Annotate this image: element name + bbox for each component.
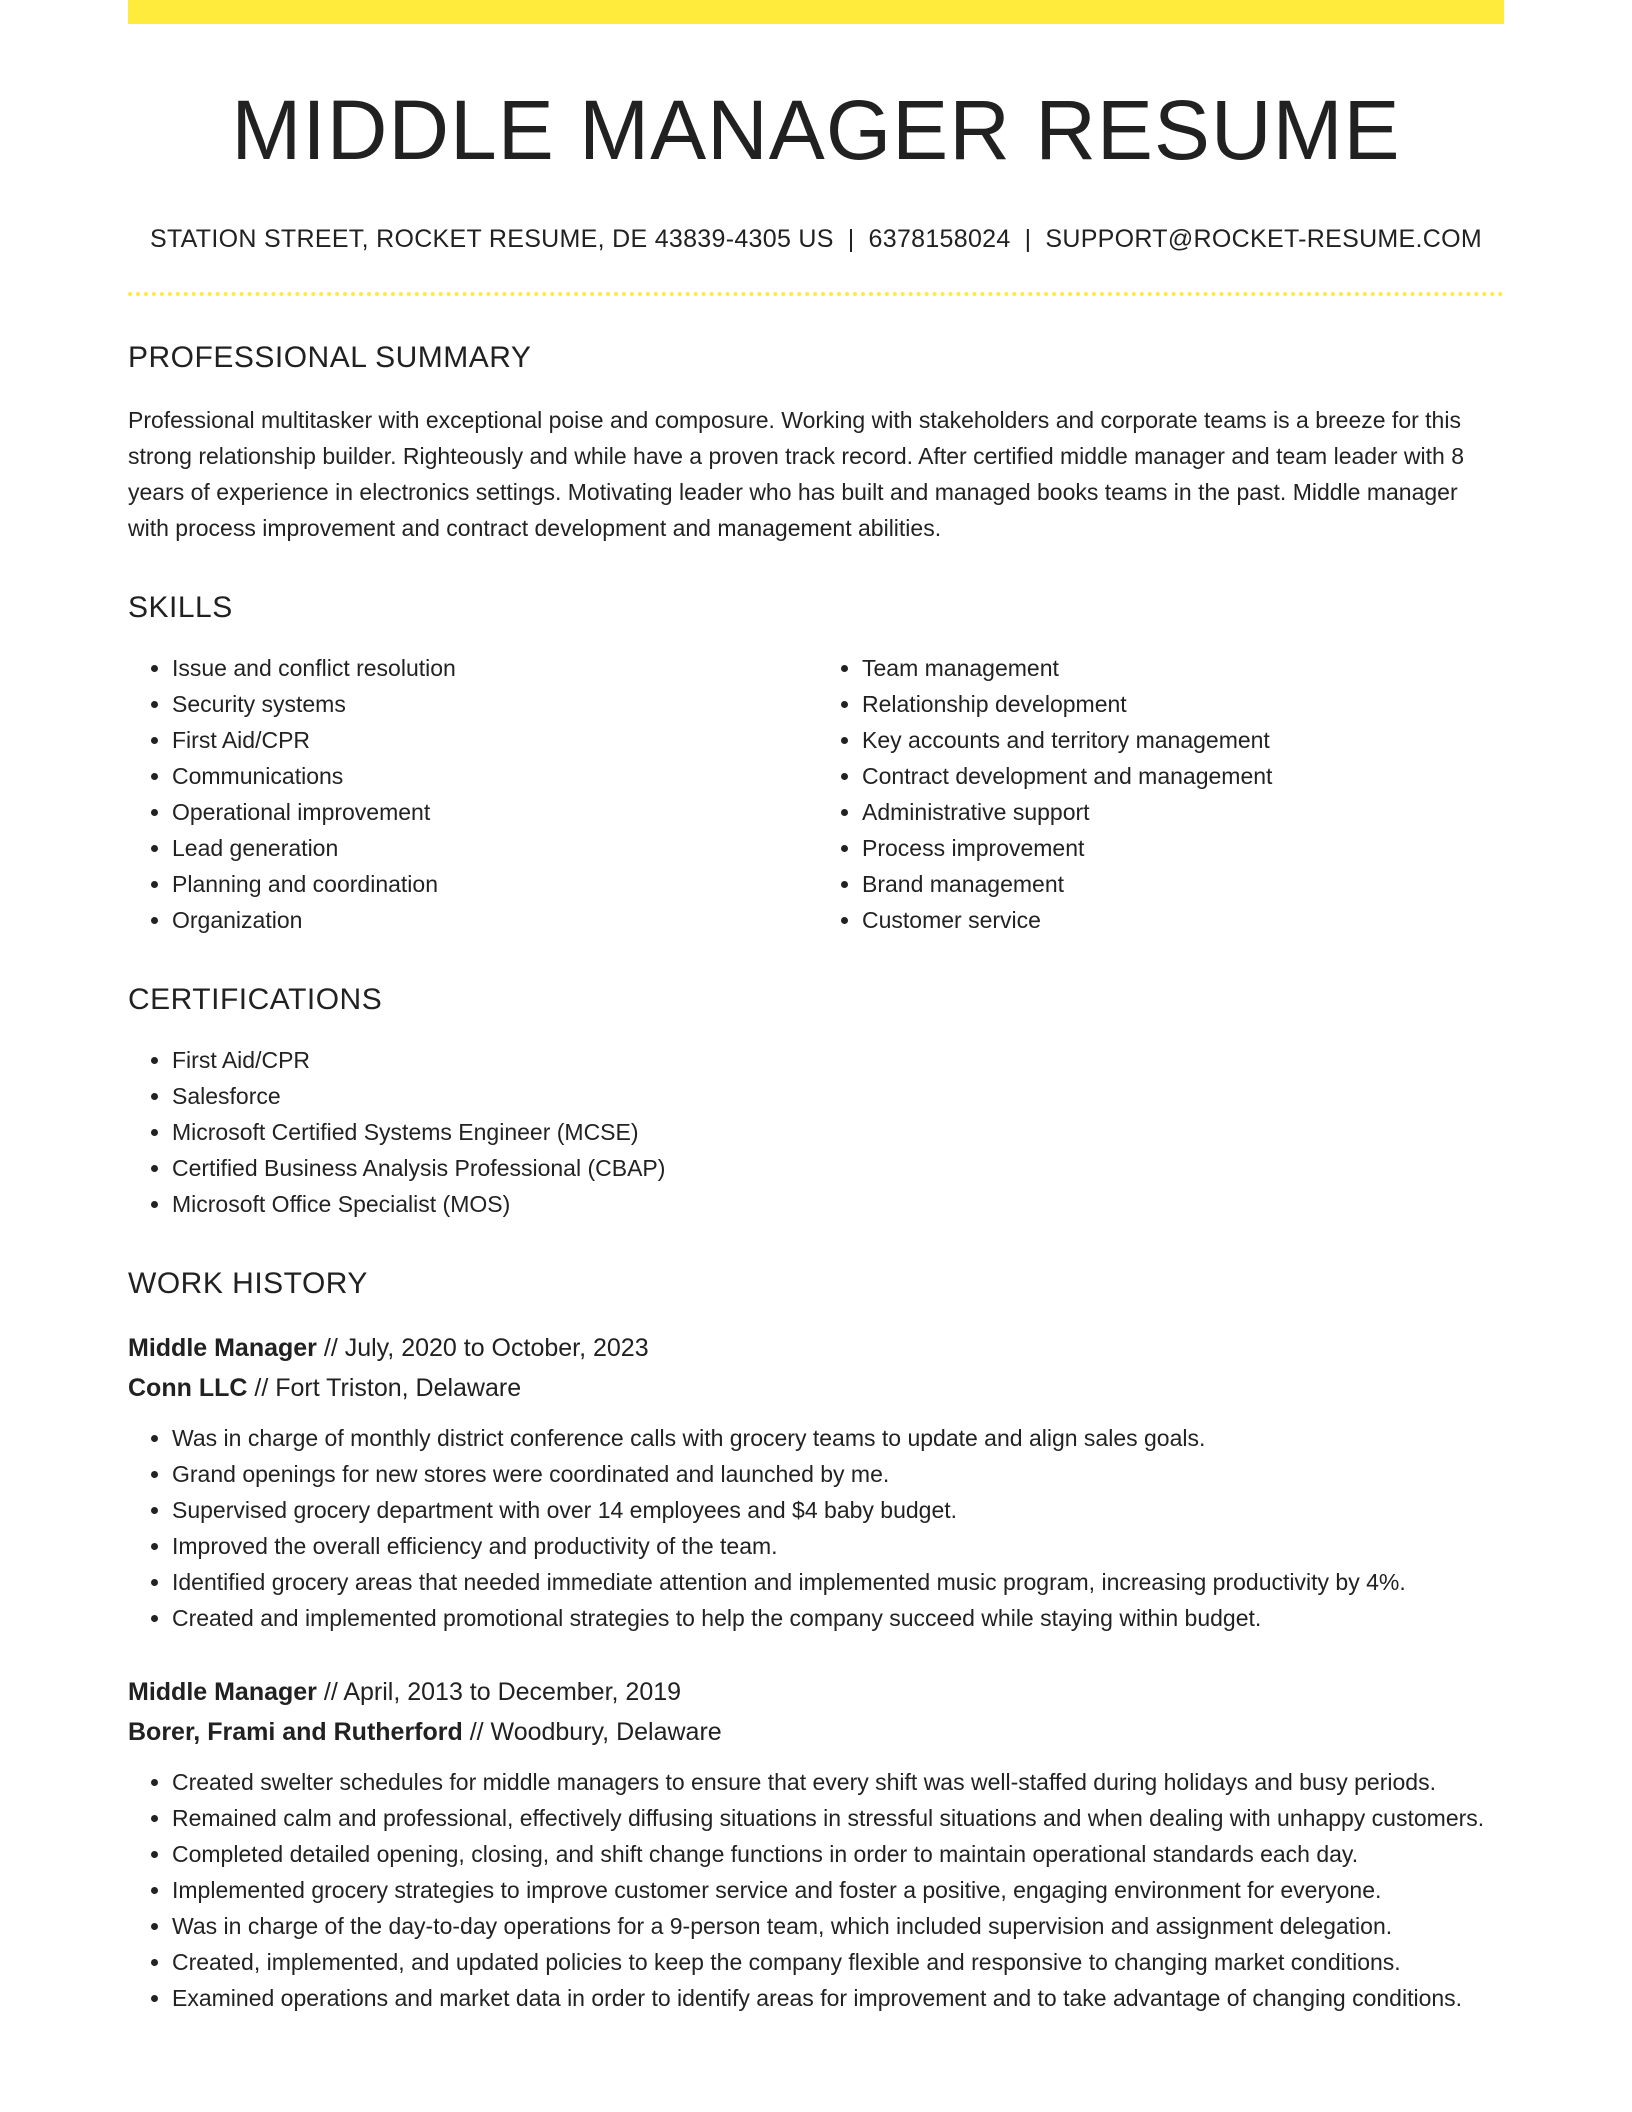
skill-item: • Communications [172,758,814,794]
job-bullet: • Created and implemented promotional strategies to help the company succeed while staying within budget. [172,1600,1504,1636]
contact-email: SUPPORT@ROCKET-RESUME.COM [1045,224,1483,253]
contact-address: STATION STREET, ROCKET RESUME, DE 43839-4305 US [149,224,834,253]
job-bullet: • Was in charge of the day-to-day operations for a 9-person team, which included supervision and assignment delegation. [172,1908,1504,1944]
job-dates: // July, 2020 to October, 2023 [316,1333,649,1362]
contact-separator: | [1024,224,1032,253]
skills-heading: SKILLS [128,590,233,624]
job-dates: // April, 2013 to December, 2019 [316,1677,682,1706]
skill-item: • Customer service [862,902,1504,938]
skill-item: • Operational improvement [172,794,814,830]
skill-item: • Team management [862,650,1504,686]
skill-item: • Security systems [172,686,814,722]
summary-text: Professional multitasker with exceptional poise and composure. Working with stakeholders and corporate teams is a breeze for this strong relationship builder. Righteously and while have a proven track record. After certified middle manager and team leader with 8 years of experience in electronics settings. Motivating leader who has built and managed books teams in the past. Middle manager with process improvement and contract development and management abilities. [128,406,1465,541]
skill-item: • Brand management [862,866,1504,902]
job-bullet: • Grand openings for new stores were coordinated and launched by me. [172,1456,1504,1492]
skill-item: • Relationship development [862,686,1504,722]
job-bullet: • Identified grocery areas that needed immediate attention and implemented music program, increasing productivity by 4%. [172,1564,1504,1600]
skill-item: • Organization [172,902,814,938]
job-bullets [128,1764,1504,2016]
skill-item: • Planning and coordination [172,866,814,902]
certifications-list [128,1042,1504,1222]
skill-item: • Administrative support [862,794,1504,830]
skill-item: • Key accounts and territory management [862,722,1504,758]
certification-item: • First Aid/CPR [172,1042,1504,1078]
job-bullet: • Created, implemented, and updated policies to keep the company flexible and responsive to changing market conditions. [172,1944,1504,1980]
resume-page [128,0,1504,2016]
job-bullet: • Remained calm and professional, effectively diffusing situations in stressful situations and when dealing with unhappy customers. [172,1800,1504,1836]
skill-item: • Process improvement [862,830,1504,866]
dotted-divider [128,292,1504,296]
job-bullet: • Implemented grocery strategies to improve customer service and foster a positive, engaging environment for everyone. [172,1872,1504,1908]
job-location: // Woodbury, Delaware [462,1717,722,1746]
job-bullet: • Was in charge of monthly district conference calls with grocery teams to update and align sales goals. [172,1420,1504,1456]
contact-separator: | [847,224,855,253]
contact-line [128,225,1504,254]
summary-heading: PROFESSIONAL SUMMARY [128,340,532,374]
skill-item: • Contract development and management [862,758,1504,794]
job-bullet: • Created swelter schedules for middle managers to ensure that every shift was well-staffed during holidays and busy periods. [172,1764,1504,1800]
skill-item: • Lead generation [172,830,814,866]
certification-item: • Microsoft Certified Systems Engineer (MCSE) [172,1114,1504,1150]
certifications-heading: CERTIFICATIONS [128,982,383,1016]
job-role-line [128,1328,1504,1368]
resume-title: MIDDLE MANAGER RESUME [231,83,1401,177]
certification-item: • Certified Business Analysis Professional (CBAP) [172,1150,1504,1186]
job-entry [128,1328,1504,1636]
job-role-line [128,1672,1504,1712]
job-role: Middle Manager [128,1333,317,1362]
job-company-line [128,1368,1504,1408]
skill-item: • First Aid/CPR [172,722,814,758]
job-role: Middle Manager [128,1677,317,1706]
skills-column-left [128,650,814,938]
job-entry [128,1672,1504,2016]
job-bullet: • Completed detailed opening, closing, and shift change functions in order to maintain operational standards each day. [172,1836,1504,1872]
job-bullets [128,1420,1504,1636]
job-company: Conn LLC [128,1373,248,1402]
job-bullet: • Improved the overall efficiency and productivity of the team. [172,1528,1504,1564]
job-bullet: • Examined operations and market data in order to identify areas for improvement and to take advantage of changing conditions. [172,1980,1504,2016]
certification-item: • Salesforce [172,1078,1504,1114]
job-bullet: • Supervised grocery department with over 14 employees and $4 baby budget. [172,1492,1504,1528]
job-company-line [128,1712,1504,1752]
skill-item: • Issue and conflict resolution [172,650,814,686]
contact-phone: 6378158024 [868,224,1011,253]
skills-list [128,650,1504,938]
work-history-heading: WORK HISTORY [128,1266,368,1300]
skills-column-right [814,650,1504,938]
accent-top-bar [128,0,1504,24]
job-company: Borer, Frami and Rutherford [128,1717,463,1746]
job-location: // Fort Triston, Delaware [247,1373,522,1402]
certification-item: • Microsoft Office Specialist (MOS) [172,1186,1504,1222]
